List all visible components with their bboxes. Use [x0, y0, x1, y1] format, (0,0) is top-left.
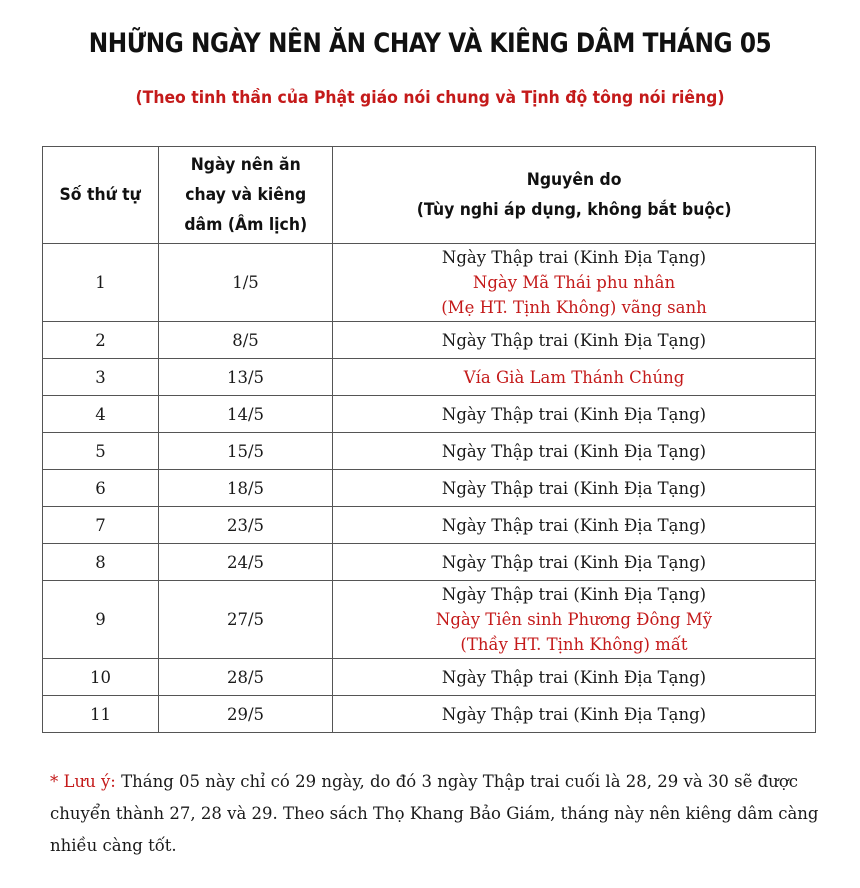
row-day: 23/5 [159, 507, 333, 544]
table-row [43, 433, 816, 470]
page-subtitle: (Theo tinh thần của Phật giáo nói chung và Tịnh độ tông nói riêng) [135, 88, 725, 108]
reason-line: Ngày Thập trai (Kinh Địa Tạng) [441, 585, 707, 604]
page-title: NHỮNG NGÀY NÊN ĂN CHAY VÀ KIÊNG DÂM THÁNG 05 [88, 28, 772, 59]
reason-line: Ngày Thập trai (Kinh Địa Tạng) [441, 552, 707, 572]
table-header-row [43, 147, 816, 244]
table-row [43, 659, 816, 696]
table-row [43, 359, 816, 396]
reason-line: Ngày Thập trai (Kinh Địa Tạng) [441, 478, 707, 498]
header-day [159, 147, 333, 244]
row-reason [333, 396, 816, 433]
row-stt: 11 [43, 696, 159, 733]
row-day: 13/5 [159, 359, 333, 396]
table-row [43, 244, 816, 322]
row-day: 27/5 [159, 581, 333, 659]
header-reason-line: (Tùy nghi áp dụng, không bắt buộc) [416, 200, 732, 220]
row-stt: 3 [43, 359, 159, 396]
row-day: 29/5 [159, 696, 333, 733]
row-reason [333, 433, 816, 470]
row-reason [333, 696, 816, 733]
row-stt: 9 [43, 581, 159, 659]
row-stt: 8 [43, 544, 159, 581]
reason-line: Ngày Thập trai (Kinh Địa Tạng) [441, 704, 707, 724]
footnote [50, 766, 820, 862]
header-day-line: dâm (Âm lịch) [184, 215, 307, 235]
table-row [43, 544, 816, 581]
header-reason-line: Nguyên do [526, 170, 622, 190]
header-day-line: chay và kiêng [184, 185, 307, 205]
header-stt: Số thứ tự [43, 147, 159, 244]
row-reason [333, 544, 816, 581]
row-stt: 2 [43, 322, 159, 359]
row-day: 24/5 [159, 544, 333, 581]
reason-line: Ngày Thập trai (Kinh Địa Tạng) [441, 404, 707, 424]
table-row [43, 696, 816, 733]
table-row [43, 470, 816, 507]
row-stt: 5 [43, 433, 159, 470]
reason-line: Ngày Mã Thái phu nhân [472, 273, 676, 292]
table-row [43, 322, 816, 359]
row-reason [333, 244, 816, 322]
reason-line: Ngày Thập trai (Kinh Địa Tạng) [441, 515, 707, 535]
row-reason [333, 507, 816, 544]
reason-line: Ngày Thập trai (Kinh Địa Tạng) [441, 441, 707, 461]
table-row [43, 581, 816, 659]
row-reason [333, 581, 816, 659]
row-day: 8/5 [159, 322, 333, 359]
row-stt: 10 [43, 659, 159, 696]
reason-line: Ngày Thập trai (Kinh Địa Tạng) [441, 330, 707, 350]
footnote-label: * Lưu ý: [50, 772, 116, 791]
table-row [43, 396, 816, 433]
row-reason [333, 322, 816, 359]
row-stt: 4 [43, 396, 159, 433]
reason-line: Ngày Thập trai (Kinh Địa Tạng) [441, 667, 707, 687]
row-reason [333, 470, 816, 507]
row-day: 14/5 [159, 396, 333, 433]
header-day-line: Ngày nên ăn [190, 155, 301, 175]
row-stt: 6 [43, 470, 159, 507]
reason-line: Ngày Tiên sinh Phương Đông Mỹ [435, 610, 713, 629]
fasting-days-table [42, 146, 816, 733]
footnote-text: Tháng 05 này chỉ có 29 ngày, do đó 3 ngày Thập trai cuối là 28, 29 và 30 sẽ được chuyển thành 27, 28 và 29. Theo sách Thọ Khang Bảo Giám, tháng này nên kiêng dâm càng nhiều càng tốt. [50, 772, 819, 855]
header-reason [333, 147, 816, 244]
row-reason [333, 659, 816, 696]
table-row [43, 507, 816, 544]
row-stt: 7 [43, 507, 159, 544]
row-day: 1/5 [159, 244, 333, 322]
reason-line: Vía Già Lam Thánh Chúng [463, 367, 685, 387]
row-day: 28/5 [159, 659, 333, 696]
row-day: 18/5 [159, 470, 333, 507]
table-body [43, 244, 816, 733]
row-reason [333, 359, 816, 396]
row-stt: 1 [43, 244, 159, 322]
reason-line: (Mẹ HT. Tịnh Không) vãng sanh [441, 298, 707, 317]
reason-line: Ngày Thập trai (Kinh Địa Tạng) [441, 248, 707, 267]
reason-line: (Thầy HT. Tịnh Không) mất [460, 635, 688, 654]
row-day: 15/5 [159, 433, 333, 470]
